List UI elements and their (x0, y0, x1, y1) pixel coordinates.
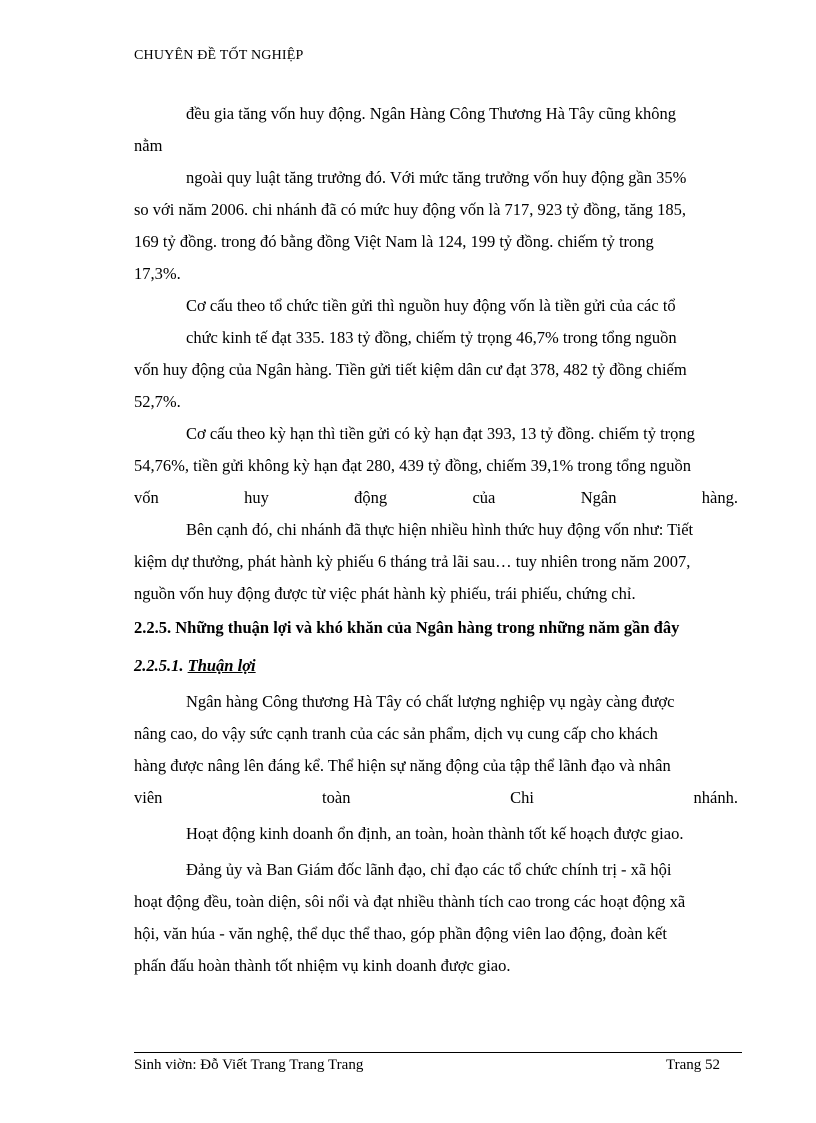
text-line: hàng được nâng lên đáng kể. Thể hiện sự năng động của tập thể lãnh đạo và nhân (134, 756, 671, 775)
justified-line (134, 782, 738, 814)
text-line: phấn đấu hoàn thành tốt nhiệm vụ kinh doanh được giao. (134, 956, 511, 975)
text-line: vốn huy động của Ngân hàng. Tiền gửi tiết kiệm dân cư đạt 378, 482 tỷ đồng chiếm (134, 360, 687, 379)
text-line: Ngân hàng Công thương Hà Tây có chất lượng nghiệp vụ ngày càng được (186, 692, 675, 711)
text-line: 17,3%. (134, 264, 181, 283)
text-line: 52,7%. (134, 392, 181, 411)
text-line: Cơ cấu theo kỳ hạn thì tiền gửi có kỳ hạn đạt 393, 13 tỷ đồng. chiếm tỷ trọng (186, 424, 695, 443)
word: viên (134, 788, 163, 807)
text-line: Bên cạnh đó, chi nhánh đã thực hiện nhiều hình thức huy động vốn như: Tiết (186, 520, 694, 539)
word: Ngân (580, 488, 617, 507)
section-heading: 2.2.5. Những thuận lợi và khó khăn của Ngân hàng trong những năm gần đây (134, 618, 680, 637)
word: của (472, 488, 496, 507)
word: Chi (510, 788, 534, 807)
text-line: hoạt động đều, toàn diện, sôi nổi và đạt nhiều thành tích cao trong các hoạt động xã (134, 892, 686, 911)
text-line: nguồn vốn huy động được từ việc phát hành kỳ phiếu, trái phiếu, chứng chỉ. (134, 584, 636, 603)
word: huy (244, 488, 269, 507)
text-line: kiệm dự thưởng, phát hành kỳ phiếu 6 tháng trả lãi sau… tuy nhiên trong năm 2007, (134, 552, 691, 571)
text-line: hội, văn húa - văn nghệ, thể dục thể thao, góp phần động viên lao động, đoàn kết (134, 924, 667, 943)
text-line: Hoạt động kinh doanh ổn định, an toàn, hoàn thành tốt kế hoạch được giao. (186, 824, 684, 843)
text-line: 54,76%, tiền gửi không kỳ hạn đạt 280, 439 tỷ đồng, chiếm 39,1% trong tổng nguồn (134, 456, 692, 475)
page-number: Trang 52 (666, 1057, 721, 1073)
text-line: so với năm 2006. chi nhánh đã có mức huy động vốn là 717, 923 tỷ đồng, tăng 185, (134, 200, 687, 219)
word: vốn (134, 488, 159, 507)
text-line: nằm (134, 136, 163, 155)
text-line: đều gia tăng vốn huy động. Ngân Hàng Công Thương Hà Tây cũng không (186, 104, 676, 123)
text-line: ngoài quy luật tăng trưởng đó. Với mức tăng trưởng vốn huy động gần 35% (186, 168, 687, 187)
word: hàng. (701, 488, 738, 507)
text-line: chức kinh tế đạt 335. 183 tỷ đồng, chiếm tỷ trọng 46,7% trong tổng nguồn (186, 328, 677, 347)
subsection-number: 2.2.5.1. (134, 656, 184, 675)
word: nhánh. (693, 788, 738, 807)
subsection-title: Thuận lợi (187, 656, 256, 675)
running-header: CHUYÊN ĐỀ TỐT NGHIỆP (134, 48, 304, 63)
text-line: 169 tỷ đồng. trong đó bằng đồng Việt Nam là 124, 199 tỷ đồng. chiếm tỷ trong (134, 232, 654, 251)
text-line: Đảng ủy và Ban Giám đốc lãnh đạo, chỉ đạo các tổ chức chính trị - xã hội (186, 860, 672, 879)
text-line: Cơ cấu theo tổ chức tiền gửi thì nguồn huy động vốn là tiền gửi của các tổ (186, 296, 676, 315)
footer-author: Sinh viờn: Đỗ Viết Trang Trang Trang (134, 1057, 364, 1073)
justified-line (134, 482, 738, 514)
body-text (134, 98, 738, 982)
word: động (354, 488, 388, 507)
text-line: nâng cao, do vậy sức cạnh tranh của các sản phẩm, dịch vụ cung cấp cho khách (134, 724, 658, 743)
word: toàn (322, 788, 351, 807)
footer-divider (134, 1052, 742, 1053)
subsection-heading (134, 646, 738, 686)
